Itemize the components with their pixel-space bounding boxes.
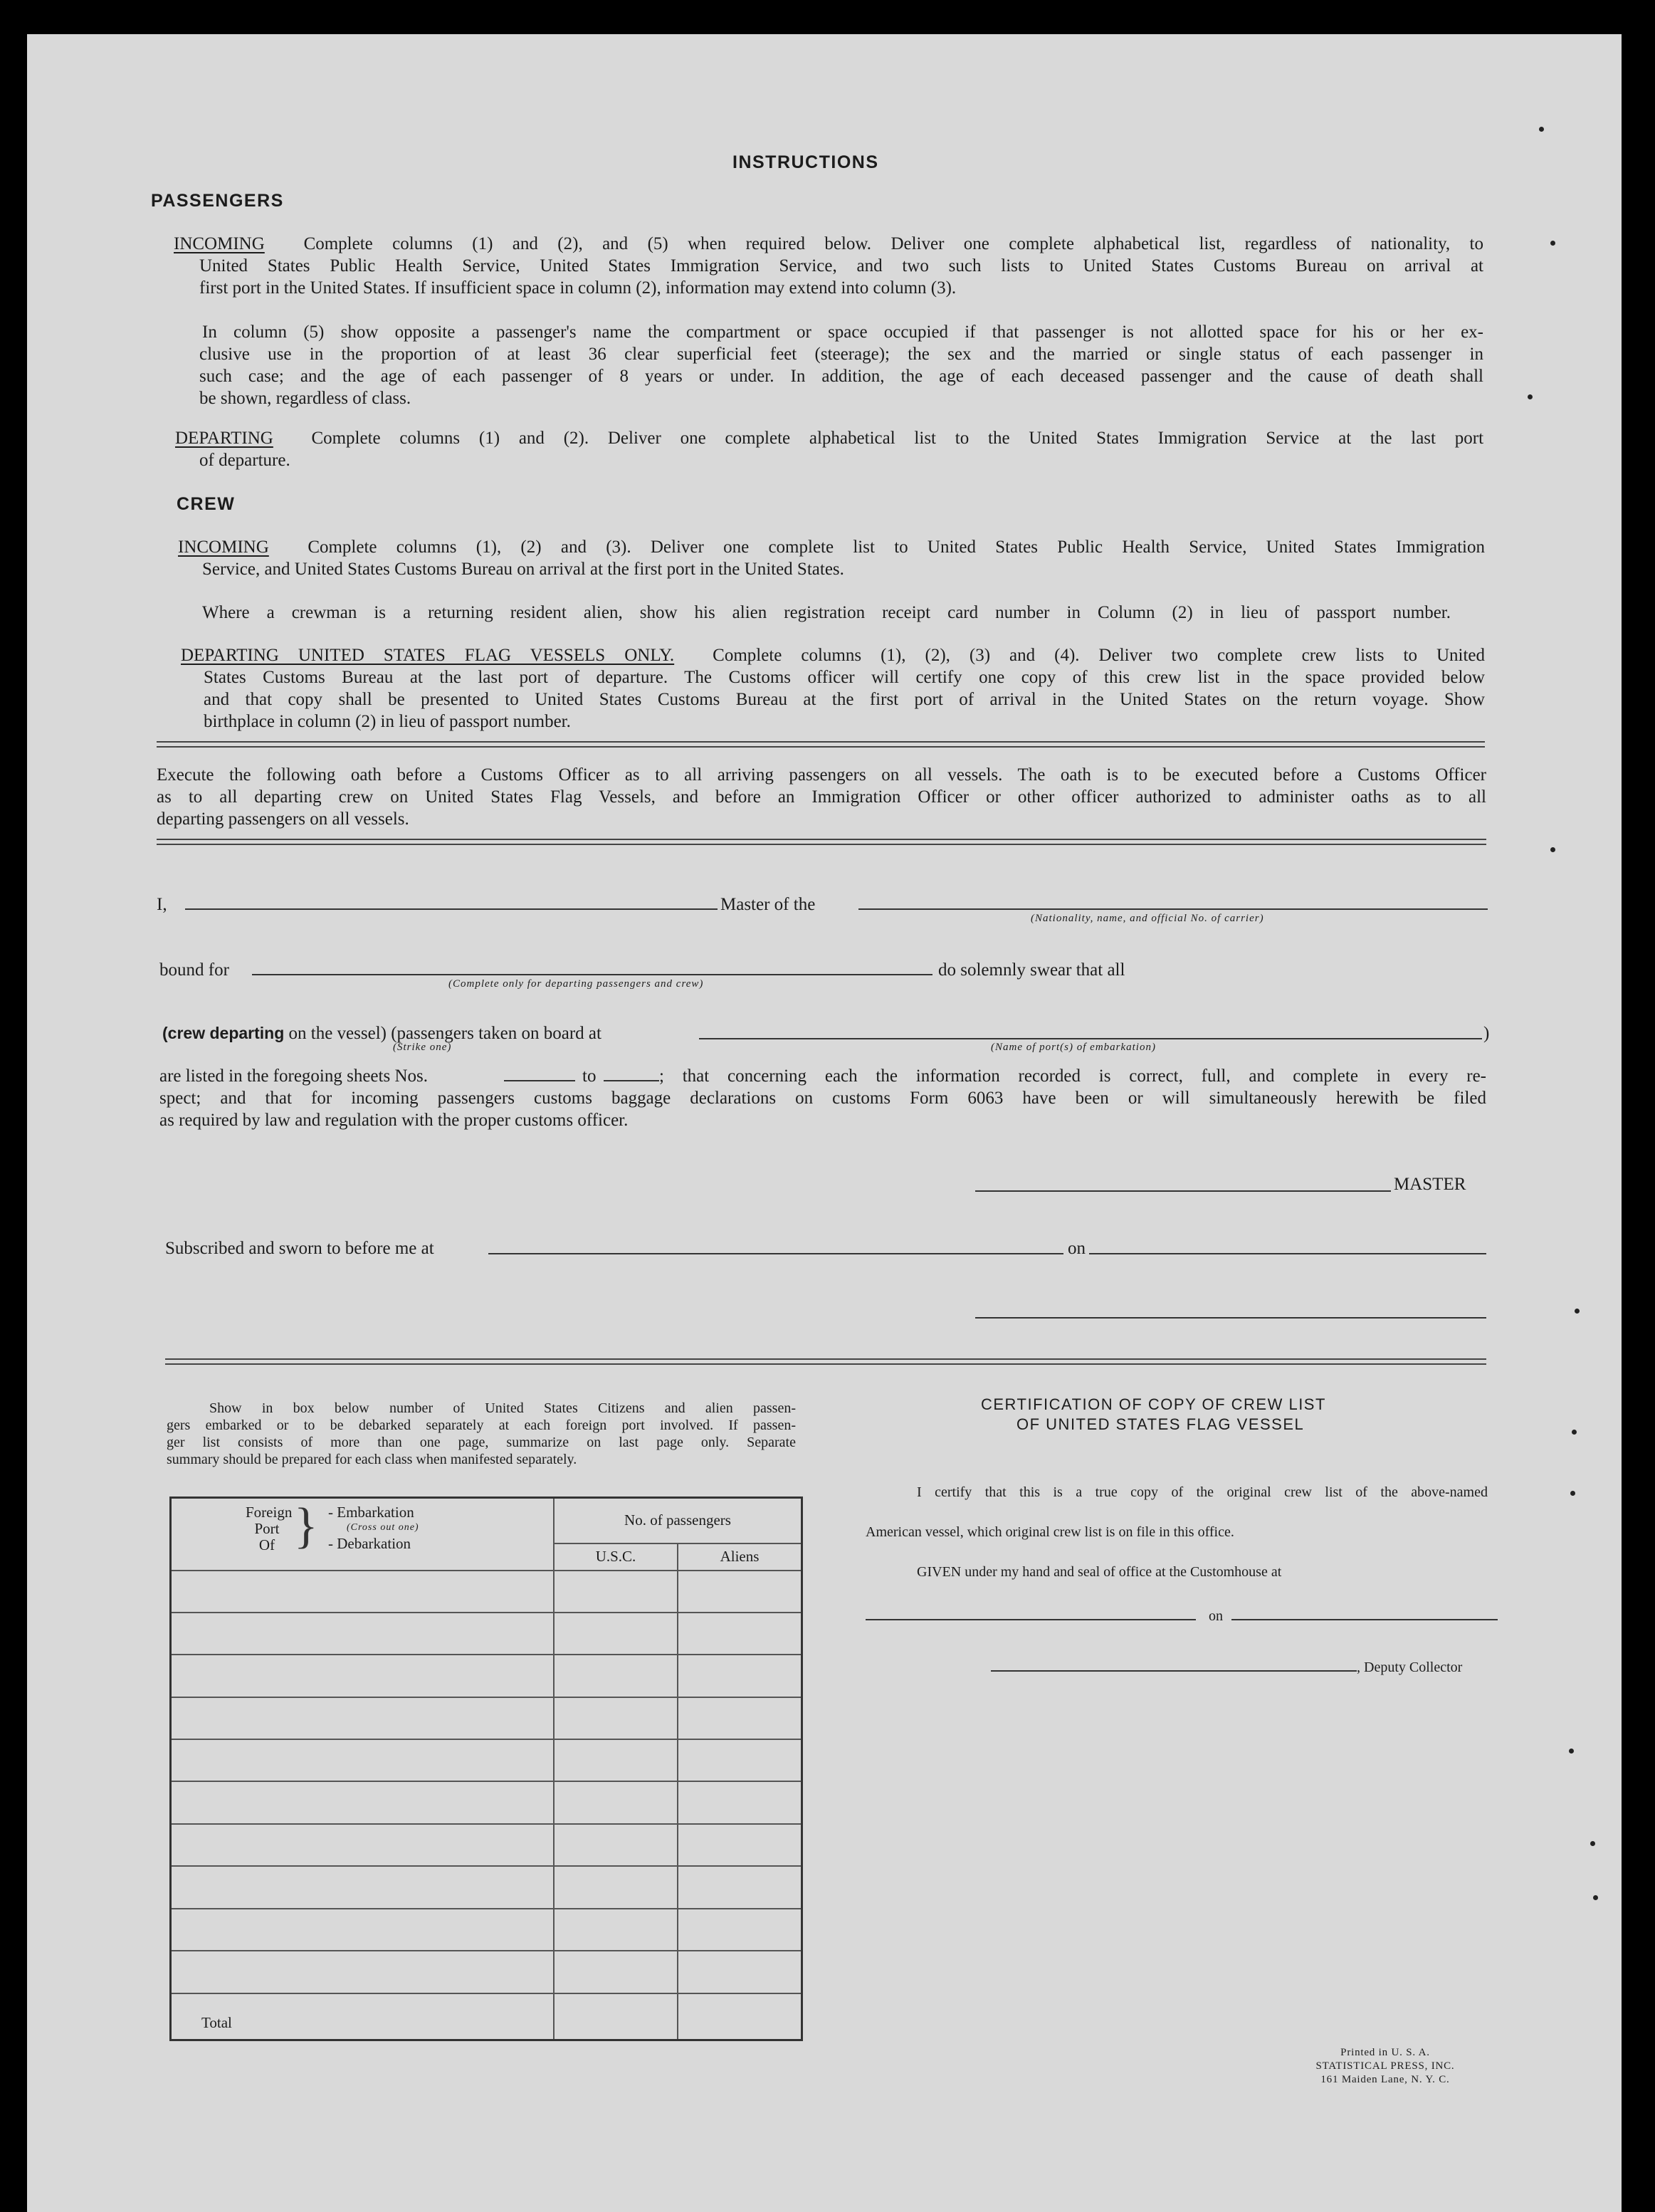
summary-instructions: Show in box below number of United States Citizens and alien passen- gers embarked or to be debarked separately at each foreign port involved. If passen- ger list consists of more than one page, summarize on last page only. Separate summary should be prepared for each class when manifested separately. — [167, 1400, 796, 1467]
table-row[interactable] — [171, 1909, 555, 1951]
instructions-title: INSTRUCTIONS — [732, 152, 879, 172]
deputy-collector-label: , Deputy Collector — [1357, 1660, 1463, 1675]
bound-for-label: bound for — [159, 960, 229, 980]
brace: } — [294, 1499, 318, 1553]
master-of-the-label: Master of the — [720, 895, 816, 914]
master-label: MASTER — [1394, 1175, 1466, 1194]
scan-speck — [1550, 847, 1555, 852]
usc-header: U.S.C. — [554, 1543, 678, 1571]
divider — [157, 839, 1486, 845]
scan-speck — [1575, 1309, 1580, 1314]
passenger-summary-table — [169, 1496, 803, 2041]
certification-title-1: CERTIFICATION OF COPY OF CREW LIST — [981, 1395, 1326, 1413]
table-row[interactable] — [171, 1655, 555, 1697]
deputy-signature-field[interactable] — [991, 1670, 1357, 1672]
divider — [157, 741, 1485, 748]
table-row[interactable] — [171, 1866, 555, 1908]
crew-heading: CREW — [177, 494, 236, 514]
certification-title-2: OF UNITED STATES FLAG VESSEL — [1016, 1415, 1305, 1433]
table-row[interactable] — [171, 1697, 555, 1739]
scan-speck — [1528, 394, 1533, 399]
port-hint: (Name of port(s) of embarkation) — [991, 1042, 1156, 1053]
on-vessel-text: on the vessel) — [288, 1024, 387, 1043]
oath-i: I, — [157, 895, 167, 914]
close-paren: ) — [1483, 1024, 1490, 1043]
sworn-date-field[interactable] — [1089, 1253, 1486, 1254]
certification-line3: GIVEN under my hand and seal of office at the Customhouse at — [917, 1564, 1282, 1580]
strike-one-hint: (Strike one) — [393, 1042, 452, 1053]
bound-for-hint: (Complete only for departing passengers and crew) — [448, 978, 704, 990]
listed-text-2: ; that concerning each the information recorded is correct, full, and complete in every re- — [659, 1066, 1486, 1086]
total-usc-cell[interactable] — [554, 1993, 678, 2040]
customhouse-field[interactable] — [866, 1619, 1196, 1620]
officer-signature-field[interactable] — [975, 1317, 1486, 1319]
table-row[interactable] — [171, 1739, 555, 1781]
certification-line1: I certify that this is a true copy of the original crew list of the above-named — [917, 1484, 1488, 1500]
crew-departing-text: (crew departing — [162, 1024, 285, 1042]
crew-departing-flag-para: DEPARTING UNITED STATES FLAG VESSELS ONLY. Complete columns (1), (2), (3) and (4). Deliver two complete crew lists to United — [181, 646, 1485, 665]
sworn-place-field[interactable] — [488, 1253, 1063, 1254]
embarkation-label: - Embarkation — [328, 1504, 414, 1521]
column5-line2: clusive use in the proportion of at least 36 clear superficial feet (steerage); the sex and the married or single status of each passenger in — [199, 345, 1483, 364]
column5-line1: In column (5) show opposite a passenger's name the compartment or space occupied if that passenger is not allotted space for his or her ex- — [202, 323, 1483, 342]
crew-departing-flag-line3: and that copy shall be presented to United States Customs Bureau at the first port of arrival in the United States on the return voyage. Show — [204, 690, 1485, 709]
cross-out-hint: (Cross out one) — [347, 1522, 419, 1533]
oath-intro-line2: as to all departing crew on United States Flag Vessels, and before an Immigration Officer or other officer authorized to administer oaths as to all — [157, 787, 1486, 807]
table-row[interactable] — [171, 1571, 555, 1613]
master-signature-field[interactable] — [975, 1190, 1391, 1192]
printer-credit: Printed in U. S. A. STATISTICAL PRESS, INC. 161 Maiden Lane, N. Y. C. — [1315, 2047, 1455, 2085]
crew-departing-flag-label: DEPARTING UNITED STATES FLAG VESSELS ONLY. — [181, 646, 675, 665]
passengers-incoming-line2: United States Public Health Service, United States Immigration Service, and two such lists to United States Customs Bureau on arrival at — [199, 256, 1483, 276]
subscribed-text: Subscribed and sworn to before me at — [165, 1239, 434, 1258]
table-row[interactable] — [171, 1824, 555, 1866]
crew-incoming-para: INCOMING Complete columns (1), (2) and (3). Deliver one complete list to United States Public Health Service, United States Immigration — [178, 538, 1485, 557]
scan-speck — [1550, 241, 1555, 246]
passengers-incoming-label: INCOMING — [174, 234, 265, 253]
passengers-departing-label: DEPARTING — [175, 429, 273, 448]
passengers-heading: PASSENGERS — [151, 191, 284, 211]
scan-speck — [1590, 1841, 1595, 1846]
table-row[interactable] — [171, 1951, 555, 1993]
crew-departing-flag-line4: birthplace in column (2) in lieu of passport number. — [204, 712, 571, 731]
total-label: Total — [171, 1993, 555, 2040]
scan-speck — [1570, 1491, 1575, 1496]
certification-date-field[interactable] — [1231, 1619, 1498, 1620]
oath-line3: as required by law and regulation with the proper customs officer. — [159, 1111, 629, 1130]
certification-on: on — [1209, 1608, 1223, 1624]
scan-speck — [1572, 1430, 1577, 1435]
bound-for-field[interactable] — [252, 974, 932, 975]
passengers-departing-para: DEPARTING Complete columns (1) and (2). Deliver one complete alphabetical list to the United States Immigration Service at the last port — [175, 429, 1484, 448]
port-embarkation-field[interactable] — [699, 1038, 1482, 1039]
column5-line3: such case; and the age of each passenger of 8 years or under. In addition, the age of each deceased passenger and the cause of death shall — [199, 367, 1483, 386]
passengers-incoming-line3: first port in the United States. If insufficient space in column (2), information may extend into column (3). — [199, 278, 957, 298]
passengers-departing-line2: of departure. — [199, 451, 290, 470]
crew-incoming-label: INCOMING — [178, 538, 269, 557]
total-aliens-cell[interactable] — [678, 1993, 802, 2040]
no-of-passengers-header: No. of passengers — [554, 1498, 802, 1543]
crew-returning-alien: Where a crewman is a returning resident alien, show his alien registration receipt card number in Column (2) in lieu of passport number. — [202, 603, 1451, 622]
divider — [165, 1358, 1486, 1365]
sheet-to-field[interactable] — [604, 1080, 659, 1081]
sworn-on-text: on — [1068, 1239, 1086, 1258]
table-row[interactable] — [171, 1781, 555, 1823]
to-text: to — [582, 1066, 597, 1086]
listed-text-1: are listed in the foregoing sheets Nos. — [159, 1066, 428, 1086]
form-page — [27, 34, 1622, 2212]
carrier-field[interactable] — [858, 908, 1488, 910]
aliens-header: Aliens — [678, 1543, 802, 1571]
passengers-taken-text: (passengers taken on board at — [391, 1024, 601, 1043]
scan-speck — [1593, 1895, 1598, 1900]
crew-departing-flag-line2: States Customs Bureau at the last port of departure. The Customs officer will certify one copy of this crew list in the space provided below — [204, 668, 1485, 687]
foreign-port-header: Foreign Port Of } - Embarkation (Cross out one) - Debarkation — [171, 1498, 555, 1571]
certification-line2: American vessel, which original crew list is on file in this office. — [866, 1524, 1234, 1540]
oath-line2: spect; and that for incoming passengers customs baggage declarations on customs Form 6063 have been or will simultaneously herewith be filed — [159, 1089, 1486, 1108]
crew-passenger-line — [162, 1022, 601, 1044]
sheet-from-field[interactable] — [504, 1080, 575, 1081]
column5-line4: be shown, regardless of class. — [199, 389, 411, 408]
table-row[interactable] — [171, 1613, 555, 1655]
master-name-field[interactable] — [185, 908, 718, 910]
debarkation-label: - Debarkation — [328, 1535, 411, 1552]
passengers-incoming-para: INCOMING Complete columns (1) and (2), and (5) when required below. Deliver one complete alphabetical list, regardless of nationality, to — [174, 234, 1483, 253]
crew-incoming-line2: Service, and United States Customs Bureau on arrival at the first port in the United States. — [202, 560, 844, 579]
swear-text: do solemnly swear that all — [938, 960, 1125, 980]
scan-speck — [1539, 127, 1544, 132]
oath-intro-line1: Execute the following oath before a Customs Officer as to all arriving passengers on all vessels. The oath is to be executed before a Customs Officer — [157, 765, 1486, 785]
carrier-hint: (Nationality, name, and official No. of carrier) — [1031, 913, 1264, 924]
scan-speck — [1569, 1749, 1574, 1754]
oath-intro-line3: departing passengers on all vessels. — [157, 809, 409, 829]
